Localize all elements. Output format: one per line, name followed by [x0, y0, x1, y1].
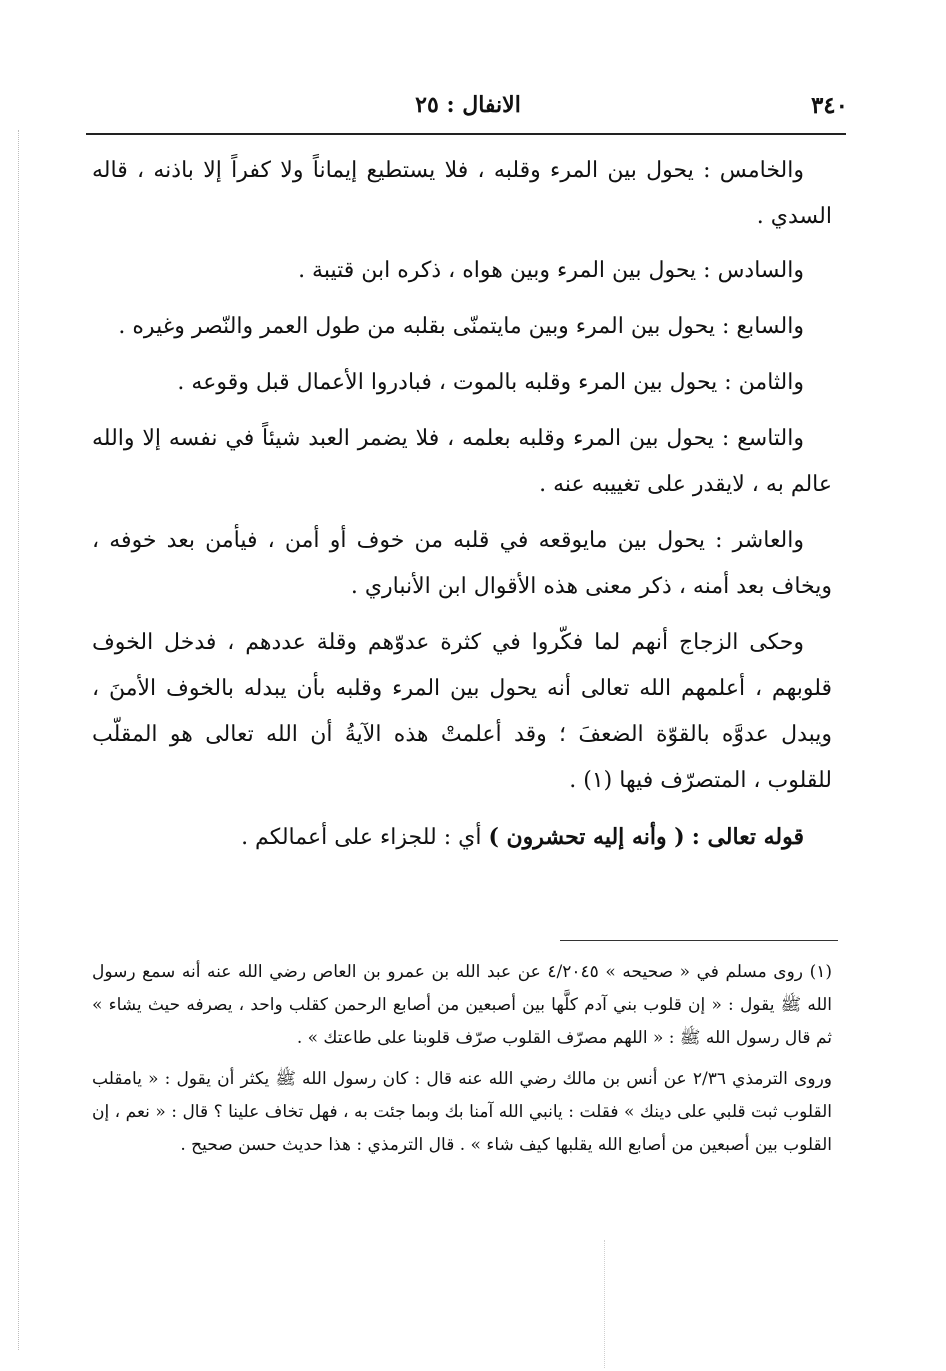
main-text — [92, 148, 832, 871]
footnote-muslim: (١) روى مسلم في « صحيحه » ٤/٢٠٤٥ عن عبد الله بن عمرو بن العاص رضي الله عنه أنه سمع رسول الله ﷺ يقول : « إن قلوب بني آدم كلَّها بين أصبعين من أصابع الرحمن كقلب واحد ، يصرفه حيث يشاء » ثم قال رسول الله ﷺ : « اللهم مصرّف القلوب صرّف قلوبنا على طاعتك » . — [92, 962, 832, 1048]
verse-paragraph — [92, 814, 832, 861]
footnote-tirmidhi: وروى الترمذي ٢/٣٦ عن أنس بن مالك رضي الله عنه قال : كان رسول الله ﷺ يكثر أن يقول : « يامقلب القلوب ثبت قلبي على دينك » فقلت : يانبي الله آمنا بك وبما جئت به ، فهل تخاف علينا ؟ قال : « نعم ، إن القلوب بين أصبعين من أصابع الله يقلبها كيف شاء » . قال الترمذي : هذا حديث حسن صحيح . — [92, 1069, 832, 1155]
header-rule — [86, 133, 846, 135]
scan-margin-guide — [18, 130, 19, 1350]
paragraph-fifth-meaning: والخامس : يحول بين المرء وقلبه ، فلا يستطيع إيماناً ولا كفراً إلا باذنه ، قاله السدي . — [92, 158, 832, 229]
verse-text: ( وأنه إليه تحشرون ) — [488, 824, 685, 850]
page-header — [88, 92, 848, 126]
running-title: الانفال : ٢٥ — [415, 92, 521, 118]
paragraph-seventh-meaning: والسابع : يحول بين المرء وبين مايتمنّى بقلبه من طول العمر والنّصر وغيره . — [118, 314, 804, 339]
page-number: ٣٤٠ — [810, 92, 848, 119]
verse-comment: أي : للجزاء على أعمالكم . — [241, 825, 482, 850]
footnotes — [92, 956, 832, 1170]
paragraph-ninth-meaning: والتاسع : يحول بين المرء وقلبه بعلمه ، فلا يضمر العبد شيئاً في نفسه إلا والله عالم به ، لايقدر على تغييبه عنه . — [92, 426, 832, 497]
paragraph-zajjaj-explanation: وحكى الزجاج أنهم لما فكّروا في كثرة عدوّهم وقلة عددهم ، فدخل الخوف قلوبهم ، أعلمهم الله تعالى أنه يحول بين المرء وقلبه بأن يبدله بالخوف الأمنَ ، ويبدل عدوَّه بالقوّة الضعفَ ؛ وقد أعلمتْ هذه الآيةُ أن الله تعالى هو المقلّب للقلوب ، المتصرّف فيها (١) . — [92, 630, 832, 793]
verse-label: قوله تعالى : — [691, 824, 804, 850]
paragraph-sixth-meaning: والسادس : يحول بين المرء وبين هواه ، ذكره ابن قتيبة . — [298, 258, 804, 283]
footnote-rule — [560, 940, 838, 941]
paragraph-eighth-meaning: والثامن : يحول بين المرء وقلبه بالموت ، فبادروا الأعمال قبل وقوعه . — [177, 370, 804, 395]
scan-gutter-guide — [604, 1240, 605, 1368]
paragraph-tenth-meaning: والعاشر : يحول بين مايوقعه في قلبه من خوف أو أمن ، فيأمن بعد خوفه ، ويخاف بعد أمنه ، ذكر معنى هذه الأقوال ابن الأنباري . — [92, 528, 832, 599]
